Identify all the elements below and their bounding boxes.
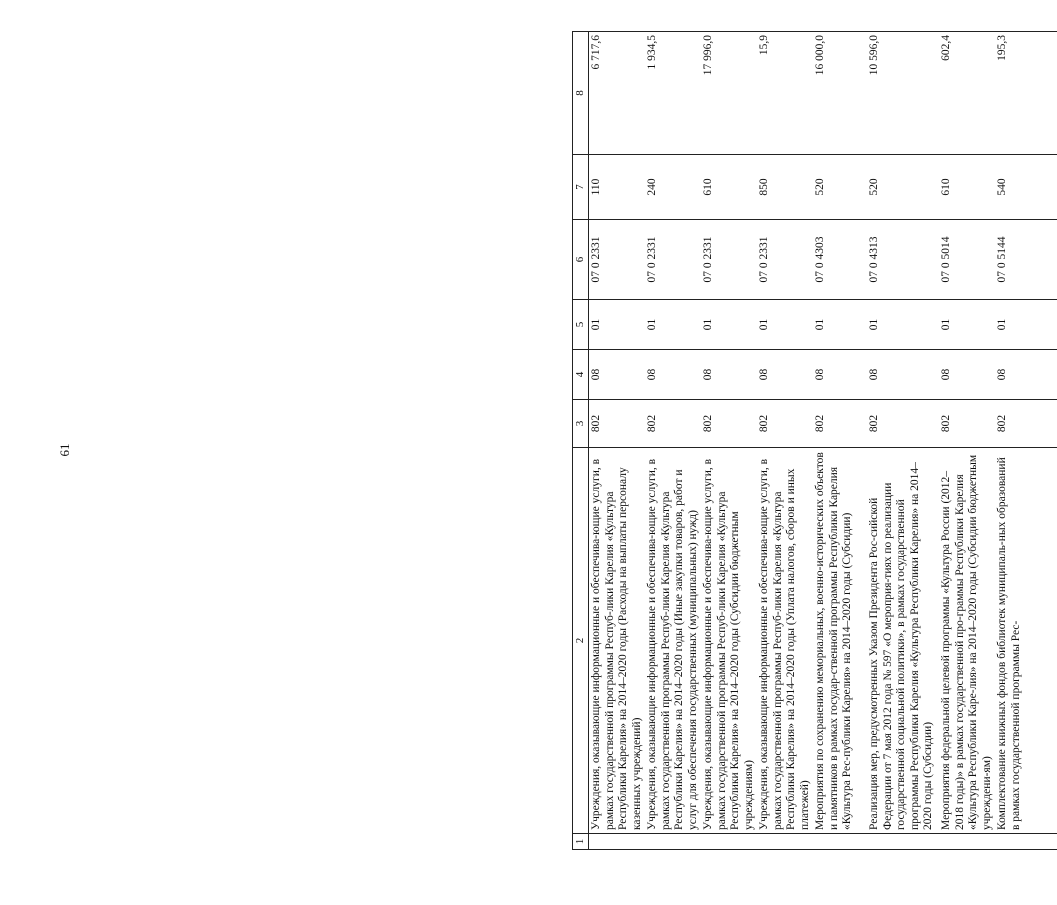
- column-header: 7: [573, 155, 589, 220]
- section-code: 08: [757, 350, 813, 400]
- subsection-code: 01: [813, 300, 867, 350]
- target-article-code: 07 0 2331: [589, 220, 646, 300]
- ministry-code: 802: [645, 400, 701, 448]
- row-name-cell: [939, 834, 995, 850]
- row-name-cell: [995, 834, 1057, 850]
- expense-type-code: 850: [757, 155, 813, 220]
- table-row: [867, 32, 939, 850]
- budget-table: [572, 31, 1057, 850]
- table-row: [645, 32, 701, 850]
- target-article-code: 07 0 2331: [645, 220, 701, 300]
- subsection-code: 01: [867, 300, 939, 350]
- row-name-cell: [589, 834, 646, 850]
- ministry-code: 802: [939, 400, 995, 448]
- subsection-code: 01: [757, 300, 813, 350]
- expense-type-code: 520: [867, 155, 939, 220]
- ministry-code: 802: [995, 400, 1057, 448]
- table-header-row: [573, 32, 589, 850]
- section-code: 08: [867, 350, 939, 400]
- amount: 17 996,0: [701, 32, 757, 155]
- row-description: Учреждения, оказывающие информационные и обеспечива-ющие услуги, в рамках государственной программы Респуб-лики Карелия «Культура Республики Карелия» на 2014–2020 годы (Субсидии бюджетным учреждениям): [701, 448, 757, 834]
- row-description: Реализация мер, предусмотренных Указом Президента Рос-сийской Федерации от 7 мая 2012 года № 597 «О мероприя-тиях по реализации государственной социальной политики», в рамках государственной программы Республики Карелия «Культура Республики Карелия» на 2014–2020 годы (Субсидии): [867, 448, 939, 834]
- expense-type-code: 540: [995, 155, 1057, 220]
- table-row: [701, 32, 757, 850]
- row-name-cell: [645, 834, 701, 850]
- table-row: [939, 32, 995, 850]
- expense-type-code: 610: [701, 155, 757, 220]
- section-code: 08: [813, 350, 867, 400]
- column-header: 2: [573, 448, 589, 834]
- amount: 6 717,6: [589, 32, 646, 155]
- ministry-code: 802: [589, 400, 646, 448]
- ministry-code: 802: [701, 400, 757, 448]
- amount: 10 596,0: [867, 32, 939, 155]
- row-description: Мероприятия федеральной целевой программы «Культура России (2012–2018 годы)» в рамках государственной про-граммы Республики Карелия «Культура Республики Каре-лия» на 2014–2020 годы (Субсидии бюджетным учреждени-ям): [939, 448, 995, 834]
- page-number: 61: [57, 443, 72, 457]
- column-header: 8: [573, 32, 589, 155]
- target-article-code: 07 0 5144: [995, 220, 1057, 300]
- subsection-code: 01: [701, 300, 757, 350]
- column-header: 1: [573, 834, 589, 850]
- column-header: 4: [573, 350, 589, 400]
- row-description: Мероприятия по сохранению мемориальных, военно-исторических объектов и памятников в рамках государ-ственной программы Республики Карелия «Культура Рес-публики Карелия» на 2014–2020 годы (Субсидии): [813, 448, 867, 834]
- row-description: Учреждения, оказывающие информационные и обеспечива-ющие услуги, в рамках государственной программы Респуб-лики Карелия «Культура Республики Карелия» на 2014–2020 годы (Иные закупки товаров, работ и услуг для обеспечения государственных (муниципальных) нужд): [645, 448, 701, 834]
- ministry-code: 802: [867, 400, 939, 448]
- column-header: 3: [573, 400, 589, 448]
- amount: 195,3: [995, 32, 1057, 155]
- row-name-cell: [757, 834, 813, 850]
- table-row: [589, 32, 646, 850]
- row-description: Учреждения, оказывающие информационные и обеспечива-ющие услуги, в рамках государственной программы Респуб-лики Карелия «Культура Республики Карелия» на 2014–2020 годы (Расходы на выплаты персоналу казенных учреждений): [589, 448, 646, 834]
- row-description: Комплектование книжных фондов библиотек муниципаль-ных образований в рамках государственной программы Рес-: [995, 448, 1057, 834]
- row-name-cell: [867, 834, 939, 850]
- expense-type-code: 240: [645, 155, 701, 220]
- row-name-cell: [701, 834, 757, 850]
- ministry-code: 802: [813, 400, 867, 448]
- section-code: 08: [589, 350, 646, 400]
- target-article-code: 07 0 5014: [939, 220, 995, 300]
- target-article-code: 07 0 2331: [757, 220, 813, 300]
- table-row: [757, 32, 813, 850]
- section-code: 08: [645, 350, 701, 400]
- table-row: [813, 32, 867, 850]
- ministry-code: 802: [757, 400, 813, 448]
- table-row: [995, 32, 1057, 850]
- expense-type-code: 610: [939, 155, 995, 220]
- amount: 1 934,5: [645, 32, 701, 155]
- expense-type-code: 520: [813, 155, 867, 220]
- amount: 15,9: [757, 32, 813, 155]
- column-header: 5: [573, 300, 589, 350]
- subsection-code: 01: [645, 300, 701, 350]
- row-name-cell: [813, 834, 867, 850]
- target-article-code: 07 0 2331: [701, 220, 757, 300]
- target-article-code: 07 0 4313: [867, 220, 939, 300]
- amount: 16 000,0: [813, 32, 867, 155]
- column-header: 6: [573, 220, 589, 300]
- amount: 602,4: [939, 32, 995, 155]
- subsection-code: 01: [995, 300, 1057, 350]
- subsection-code: 01: [939, 300, 995, 350]
- budget-table-rotated: [572, 32, 1034, 850]
- subsection-code: 01: [589, 300, 646, 350]
- expense-type-code: 110: [589, 155, 646, 220]
- row-description: Учреждения, оказывающие информационные и обеспечива-ющие услуги, в рамках государственной программы Респуб-лики Карелия «Культура Республики Карелия» на 2014–2020 годы (Уплата налогов, сборов и иных платежей): [757, 448, 813, 834]
- section-code: 08: [939, 350, 995, 400]
- section-code: 08: [701, 350, 757, 400]
- section-code: 08: [995, 350, 1057, 400]
- target-article-code: 07 0 4303: [813, 220, 867, 300]
